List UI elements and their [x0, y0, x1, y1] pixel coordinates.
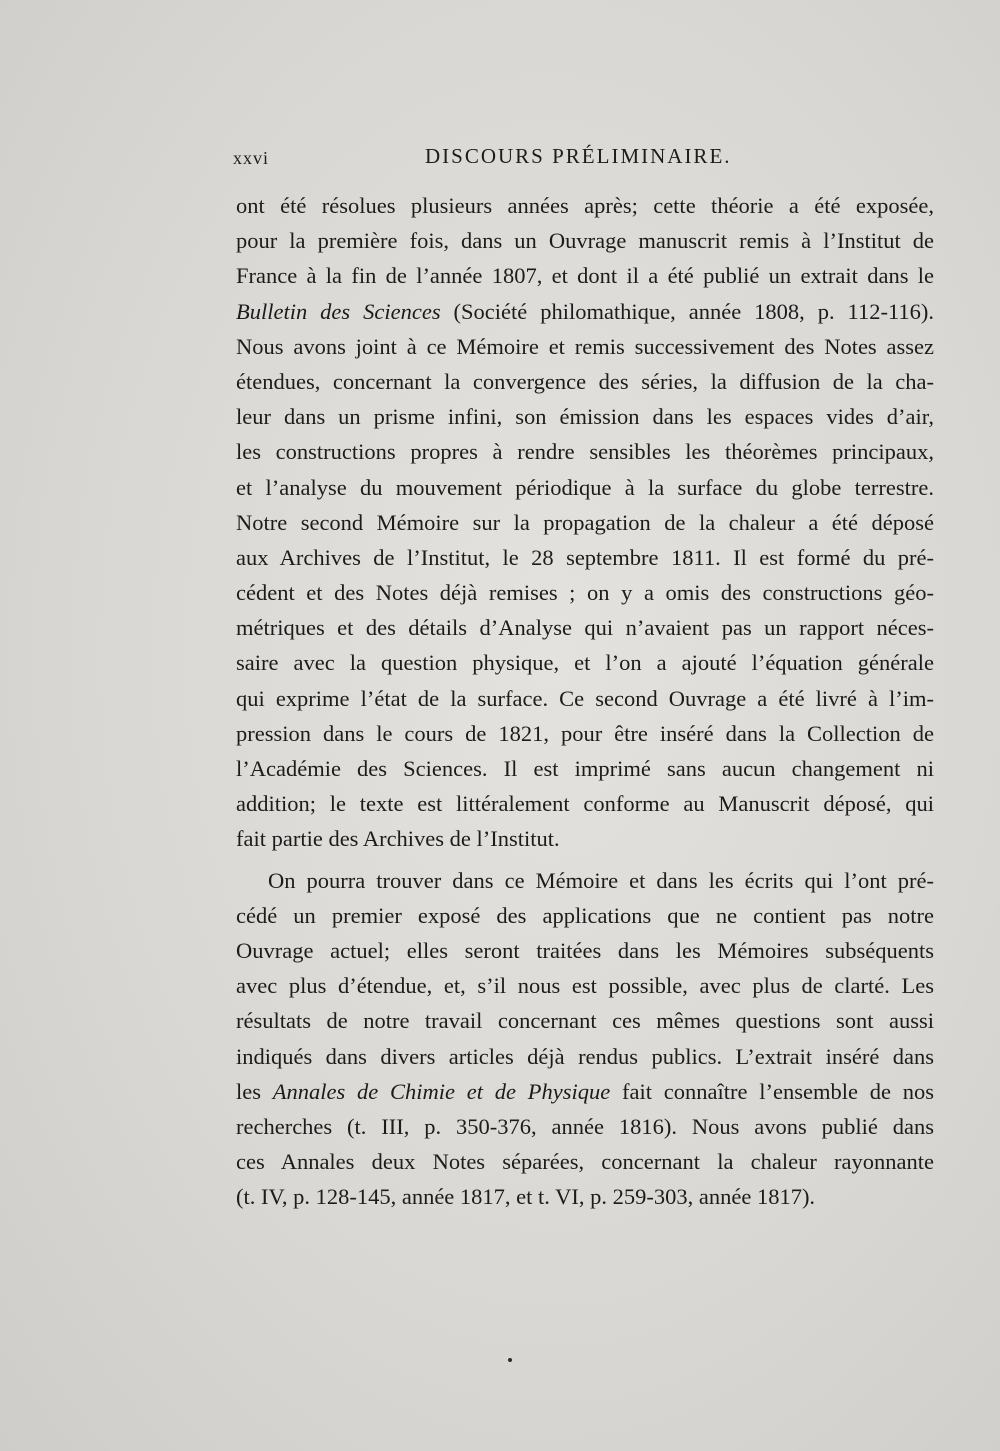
text-line: fait partie des Archives de l’Institut.	[236, 826, 560, 852]
text-line: leur dans un prisme infini, son émission dans les espaces vides d’air,	[236, 404, 934, 430]
text-line	[236, 294, 934, 329]
page-header	[233, 144, 933, 174]
text-line: qui exprime l’état de la surface. Ce second Ouvrage a été livré à l’im-	[236, 685, 934, 711]
text-line: indiqués dans divers articles déjà rendus publics. L’extrait inséré dans	[236, 1043, 934, 1069]
text-line: étendues, concernant la convergence des séries, la diffusion de la cha-	[236, 368, 934, 394]
text-line: Notre second Mémoire sur la propagation de la chaleur a été déposé	[236, 509, 934, 535]
journal-title: Bulletin des Sciences	[236, 298, 441, 324]
body-text	[236, 188, 934, 1214]
text-line: avec plus d’étendue, et, s’il nous est possible, avec plus de clarté. Les	[236, 973, 934, 999]
text-line: addition; le texte est littéralement conforme au Manuscrit déposé, qui	[236, 791, 934, 817]
text-line: pour la première fois, dans un Ouvrage manuscrit remis à l’Institut de	[236, 228, 934, 254]
page-number: xxvi	[233, 148, 270, 168]
text-line: métriques et des détails d’Analyse qui n’avaient pas un rapport néces-	[236, 615, 934, 641]
text-line: On pourra trouver dans ce Mémoire et dans les écrits qui l’ont pré-	[268, 867, 934, 893]
text-fragment: les	[236, 1078, 273, 1104]
text-line: (t. IV, p. 128-145, année 1817, et t. VI, p. 259-303, année 1817).	[236, 1184, 816, 1210]
text-line: ont été résolues plusieurs années après; cette théorie a été exposée,	[236, 193, 934, 218]
text-line: résultats de notre travail concernant ces mêmes questions sont aussi	[236, 1008, 934, 1034]
text-line: les constructions propres à rendre sensibles les théorèmes principaux,	[236, 439, 934, 465]
paragraph-1	[236, 188, 934, 857]
text-line: Ouvrage actuel; elles seront traitées dans les Mémoires subséquents	[236, 937, 934, 963]
text-line: cédé un premier exposé des applications que ne contient pas notre	[236, 902, 934, 928]
paragraph-2	[236, 863, 934, 1215]
page-mark	[508, 1358, 512, 1362]
text-line: l’Académie des Sciences. Il est imprimé sans aucun changement ni	[236, 756, 934, 781]
text-fragment: (Société philomathique, année 1808, p. 112-116).	[440, 298, 934, 324]
text-line: France à la fin de l’année 1807, et dont il a été publié un extrait dans le	[236, 263, 934, 289]
text-line: et l’analyse du mouvement périodique à la surface du globe terrestre.	[236, 474, 934, 500]
text-line	[236, 1074, 934, 1109]
running-title: DISCOURS PRÉLIMINAIRE.	[425, 144, 732, 168]
text-line: cédent et des Notes déjà remises ; on y a omis des constructions géo-	[236, 580, 934, 606]
text-line: saire avec la question physique, et l’on a ajouté l’équation générale	[236, 650, 934, 676]
text-fragment: fait connaître l’ensemble de nos	[610, 1078, 934, 1104]
text-line: ces Annales deux Notes séparées, concernant la chaleur rayonnante	[236, 1149, 934, 1175]
text-line: aux Archives de l’Institut, le 28 septembre 1811. Il est formé du pré-	[236, 544, 934, 570]
text-line: pression dans le cours de 1821, pour être inséré dans la Collection de	[236, 720, 934, 746]
text-line: recherches (t. III, p. 350-376, année 1816). Nous avons publié dans	[236, 1113, 934, 1139]
journal-title: Annales de Chimie et de Physique	[272, 1078, 611, 1104]
text-line: Nous avons joint à ce Mémoire et remis successivement des Notes assez	[236, 333, 934, 359]
